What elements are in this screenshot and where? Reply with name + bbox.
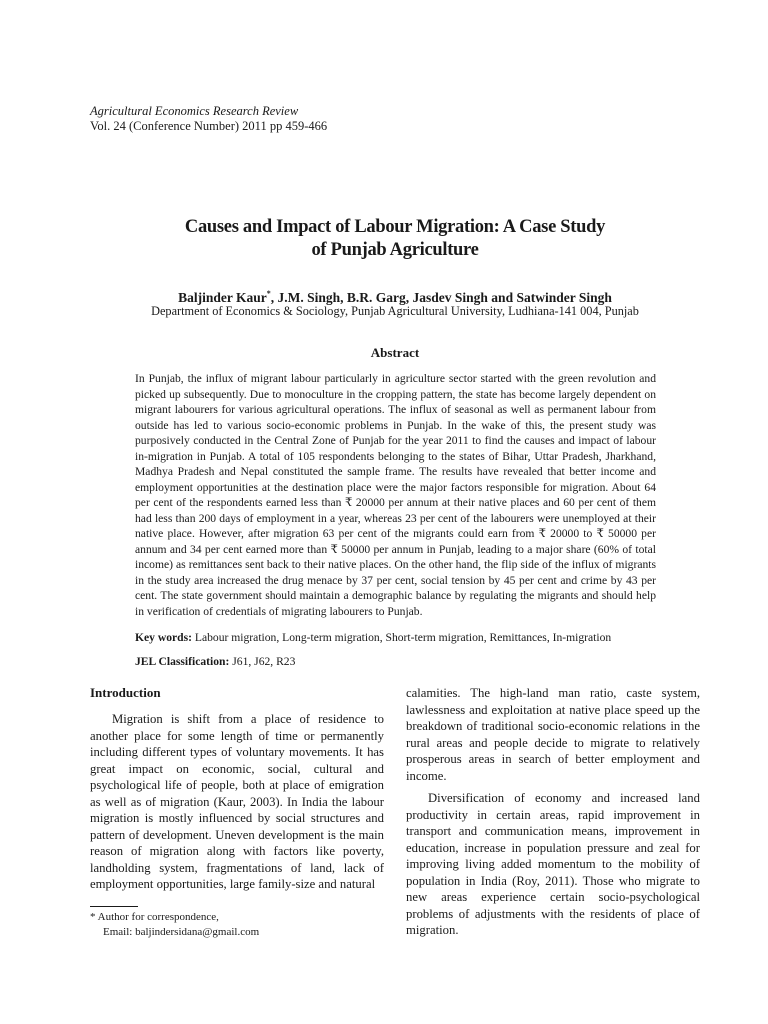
footnote-email: Email: baljindersidana@gmail.com xyxy=(103,926,260,938)
jel-label: JEL Classification: xyxy=(135,655,230,668)
introduction-heading: Introduction xyxy=(90,685,161,700)
jel-value: J61, J62, R23 xyxy=(229,655,296,668)
abstract-text: In Punjab, the influx of migrant labour particularly in agriculture sector started with the green revolution and picked up subsequently. Due to monoculture in the cropping pattern, the state has become largely dependent on migrant labourers for various agricultural operations. The influx of seasonal as well as permanent labour from outside has led to various socio-economic problems in Punjab. In the wake of this, the present study was purposively conducted in the Central Zone of Punjab for the year 2011 to find the causes and impact of labour in-migration in Punjab. A total of 105 respondents belonging to the states of Bihar, Uttar Pradesh, Jharkhand, Madhya Pradesh and Nepal constituted the sample frame. The results have revealed that better income and employment opportunities at the destination place were the major factors responsible for migration. About 64 per cent of the respondents earned less than ₹ 20000 per annum at their native places and 60 per cent of them had less than 200 days of employment in a year, whereas 23 per cent of the labourers were unemployed at their native place. However, after migration 63 per cent of the migrants could earn from ₹ 20000 to ₹ 50000 per annum and 34 per cent earned more than ₹ 50000 per annum in Punjab, leading to a major share (60% of total income) as remittances sent back to their native places. On the other hand, the flip side of the influx of migrants in the study area increased the drug menace by 37 per cent, social tension by 45 per cent and crime by 43 per cent. The state government should maintain a demographic balance by regulating the migrants and should help in verification of credentials of migrating labourers to Punjab. xyxy=(135,372,656,618)
journal-name: Agricultural Economics Research Review xyxy=(90,104,299,118)
title-line-2: of Punjab Agriculture xyxy=(311,240,479,260)
intro-paragraph-1: Migration is shift from a place of residence to another place for some length of time or permanently including different types of voluntary movements. It has great impact on economic, social, cultural and psychological life of people, both at place of emigration as well as of migration (Kaur, 2003). In India the labour migration is mostly influenced by social structures and pattern of development. Uneven development is the main reason of migration along with factors like poverty, landholding system, fragmentations of land, lack of employment opportunities, large family-size and natural xyxy=(90,712,384,891)
keywords xyxy=(135,630,656,645)
abstract-heading: Abstract xyxy=(370,345,420,360)
right-column xyxy=(406,685,700,939)
footnote xyxy=(90,910,390,940)
keywords-value: Labour migration, Long-term migration, Short-term migration, Remittances, In-migration xyxy=(192,631,612,644)
author-list xyxy=(90,286,700,306)
left-column xyxy=(90,685,384,893)
first-author: Baljinder Kaur xyxy=(178,290,267,305)
footnote-line-1: * Author for correspondence, xyxy=(90,911,219,923)
intro-paragraph-2: Diversification of economy and increased land productivity in certain areas, rapid improvement in transport and communication means, improvement in education, increase in population pressure and zeal for improving living added momentum to the mobility of population in India (Roy, 2011). Those who migrate to new areas experience certain socio-psychological problems of adjustments with the residents of place of migration. xyxy=(406,791,700,937)
intro-paragraph-1-continued: calamities. The high-land man ratio, caste system, lawlessness and exploitation at native place speed up the breakdown of traditional socio-economic relations in the rural areas and people decide to migrate to relatively prosperous areas in search of better employment and income. xyxy=(406,686,700,783)
jel-classification xyxy=(135,654,656,669)
paper-title xyxy=(90,216,700,262)
other-authors: , J.M. Singh, B.R. Garg, Jasdev Singh and Satwinder Singh xyxy=(270,290,612,305)
keywords-label: Key words: xyxy=(135,631,192,644)
affiliation: Department of Economics & Sociology, Punjab Agricultural University, Ludhiana-141 004, Punjab xyxy=(151,304,639,318)
journal-header xyxy=(90,104,327,134)
title-line-1: Causes and Impact of Labour Migration: A Case Study xyxy=(184,217,606,237)
footnote-divider xyxy=(90,906,138,907)
correspondence-mark: * xyxy=(266,289,271,298)
journal-volume: Vol. 24 (Conference Number) 2011 pp 459-466 xyxy=(90,119,328,133)
